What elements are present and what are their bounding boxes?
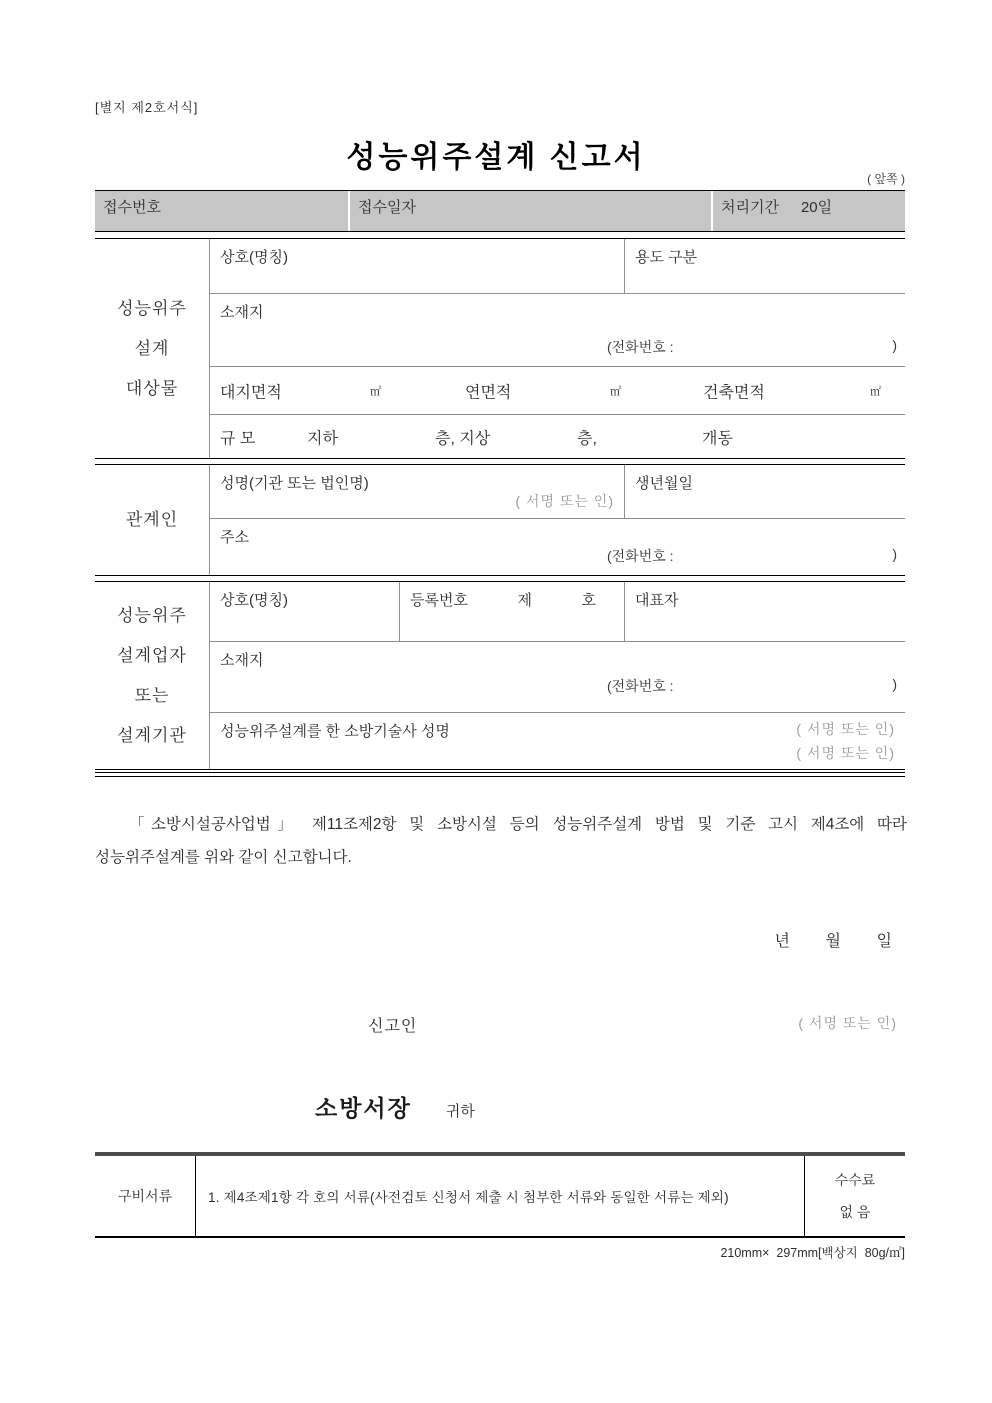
building-area-unit: ㎡ — [870, 385, 881, 398]
phone-label: (전화번호 : — [607, 339, 674, 355]
fire-engineer-field — [210, 713, 905, 769]
section-designer — [95, 582, 905, 770]
section-label-related-person — [95, 465, 210, 575]
address-field — [210, 294, 905, 366]
phone-line — [607, 337, 897, 357]
floors-comma-label: 층, — [577, 430, 597, 447]
phone-line — [607, 546, 897, 566]
section-divider — [95, 458, 905, 465]
receipt-header-row — [95, 190, 905, 232]
sign-or-seal-note: ( 서명 또는 인) — [515, 493, 614, 509]
section-label-line: 또는 — [134, 685, 170, 705]
reg-je-label: 제 — [517, 592, 532, 609]
buildings-label: 개동 — [702, 430, 733, 447]
table-end-double-rule — [95, 772, 905, 777]
form-title: 성능위주설계 신고서 — [346, 141, 646, 174]
recipient-title: 소방서장 — [315, 1095, 412, 1121]
floor-area-unit: ㎡ — [610, 385, 621, 398]
floor-area-label: 연면적 — [465, 384, 512, 401]
applicant-label: 신고인 — [368, 1018, 418, 1035]
address-field — [210, 642, 905, 713]
section-label-line: 설계기관 — [117, 725, 187, 745]
section-label-line: 대상물 — [125, 378, 179, 398]
sign-or-seal-note: ( 서명 또는 인) — [796, 721, 895, 738]
processing-period-value: 20일 — [800, 199, 833, 216]
ceo-field: 대표자 — [635, 592, 679, 609]
bottom-table — [95, 1156, 905, 1238]
section-rows — [210, 239, 905, 458]
basement-label: 지하 — [307, 430, 338, 447]
section-label-line: 설계업자 — [117, 645, 187, 665]
required-documents-label: 구비서류 — [117, 1188, 173, 1204]
recipient-line — [315, 1090, 475, 1123]
address-field — [210, 519, 905, 575]
section-label-design-target — [95, 239, 210, 458]
phone-line — [607, 676, 897, 696]
site-area-unit: ㎡ — [370, 385, 381, 398]
site-area-label: 대지면적 — [220, 384, 282, 401]
sign-or-seal-note: ( 서명 또는 인) — [796, 745, 895, 762]
section-divider — [95, 575, 905, 582]
reg-ho-label: 호 — [581, 592, 596, 609]
fee-cell — [805, 1156, 905, 1236]
form-code: [별지 제2호서식] — [95, 100, 199, 115]
building-area-label: 건축면적 — [703, 384, 765, 401]
section-design-target — [95, 239, 905, 458]
section-rows — [210, 465, 905, 575]
phone-close-paren: ) — [892, 337, 897, 353]
name-field — [210, 465, 625, 518]
processing-period-label: 처리기간 — [721, 199, 779, 216]
address-label: 주소 — [220, 529, 249, 546]
section-label-line: 성능위주 — [117, 605, 187, 625]
row-address — [210, 519, 905, 575]
address-label: 소재지 — [220, 304, 264, 321]
main-form-table — [95, 238, 905, 770]
ground-floors-label: 층, 지상 — [435, 430, 491, 447]
recipient-suffix: 귀하 — [445, 1103, 475, 1120]
name-label: 성명(기관 또는 법인명) — [220, 475, 369, 492]
declaration-paragraph — [95, 808, 907, 874]
receipt-number-cell: 접수번호 — [95, 191, 350, 231]
address-label: 소재지 — [220, 651, 264, 669]
section-label-designer — [95, 582, 210, 769]
row-company-reg-ceo — [210, 582, 905, 642]
birthdate-field: 생년월일 — [635, 475, 693, 492]
scale-label: 규 모 — [220, 430, 256, 447]
fee-label: 수수료 — [834, 1172, 876, 1188]
section-label-line: 설계 — [134, 338, 170, 358]
phone-close-paren: ) — [892, 546, 897, 562]
use-category-field: 용도 구분 — [635, 249, 698, 266]
phone-close-paren: ) — [892, 676, 897, 693]
phone-label: (전화번호 : — [607, 678, 674, 695]
reg-no-label: 등록번호 — [410, 592, 468, 609]
phone-label: (전화번호 : — [607, 548, 674, 564]
row-address — [210, 642, 905, 714]
section-rows — [210, 582, 905, 769]
applicant-sign-note: ( 서명 또는 인) — [798, 1015, 897, 1031]
front-side-note: ( 앞쪽 ) — [867, 172, 905, 186]
row-areas — [210, 367, 905, 415]
row-address — [210, 294, 905, 367]
section-label-line: 관계인 — [125, 510, 179, 529]
receipt-date-cell: 접수일자 — [350, 191, 713, 231]
row-scale — [210, 415, 905, 458]
company-name-field: 상호(명칭) — [210, 582, 400, 641]
section-label-line: 성능위주 — [117, 298, 187, 318]
company-name-field: 상호(명칭) — [210, 239, 625, 293]
declaration-line2: 성능위주설계를 위와 같이 신고합니다. — [95, 849, 352, 866]
row-company-use — [210, 239, 905, 294]
date-year-month-day: 년 월 일 — [774, 933, 892, 950]
processing-period-cell — [713, 191, 905, 231]
paper-spec-note: 210mm× 297mm[백상지 80g/㎡] — [720, 1246, 905, 1260]
row-name-birth — [210, 465, 905, 519]
fee-value: 없 음 — [839, 1204, 871, 1220]
registration-number-field — [400, 582, 625, 641]
section-related-person — [95, 465, 905, 575]
required-documents-content: 1. 제4조제1항 각 호의 서류(사전검토 신청서 제출 시 첨부한 서류와 동일한 서류는 제외) — [195, 1156, 805, 1236]
row-fire-engineer — [210, 713, 905, 769]
fire-engineer-label: 성능위주설계를 한 소방기술사 성명 — [220, 723, 450, 741]
declaration-line1: 「소방시설공사업법」 제11조제2항 및 소방시설 등의 성능위주설계 방법 및 기준 고시 제4조에 따라 — [129, 816, 907, 833]
